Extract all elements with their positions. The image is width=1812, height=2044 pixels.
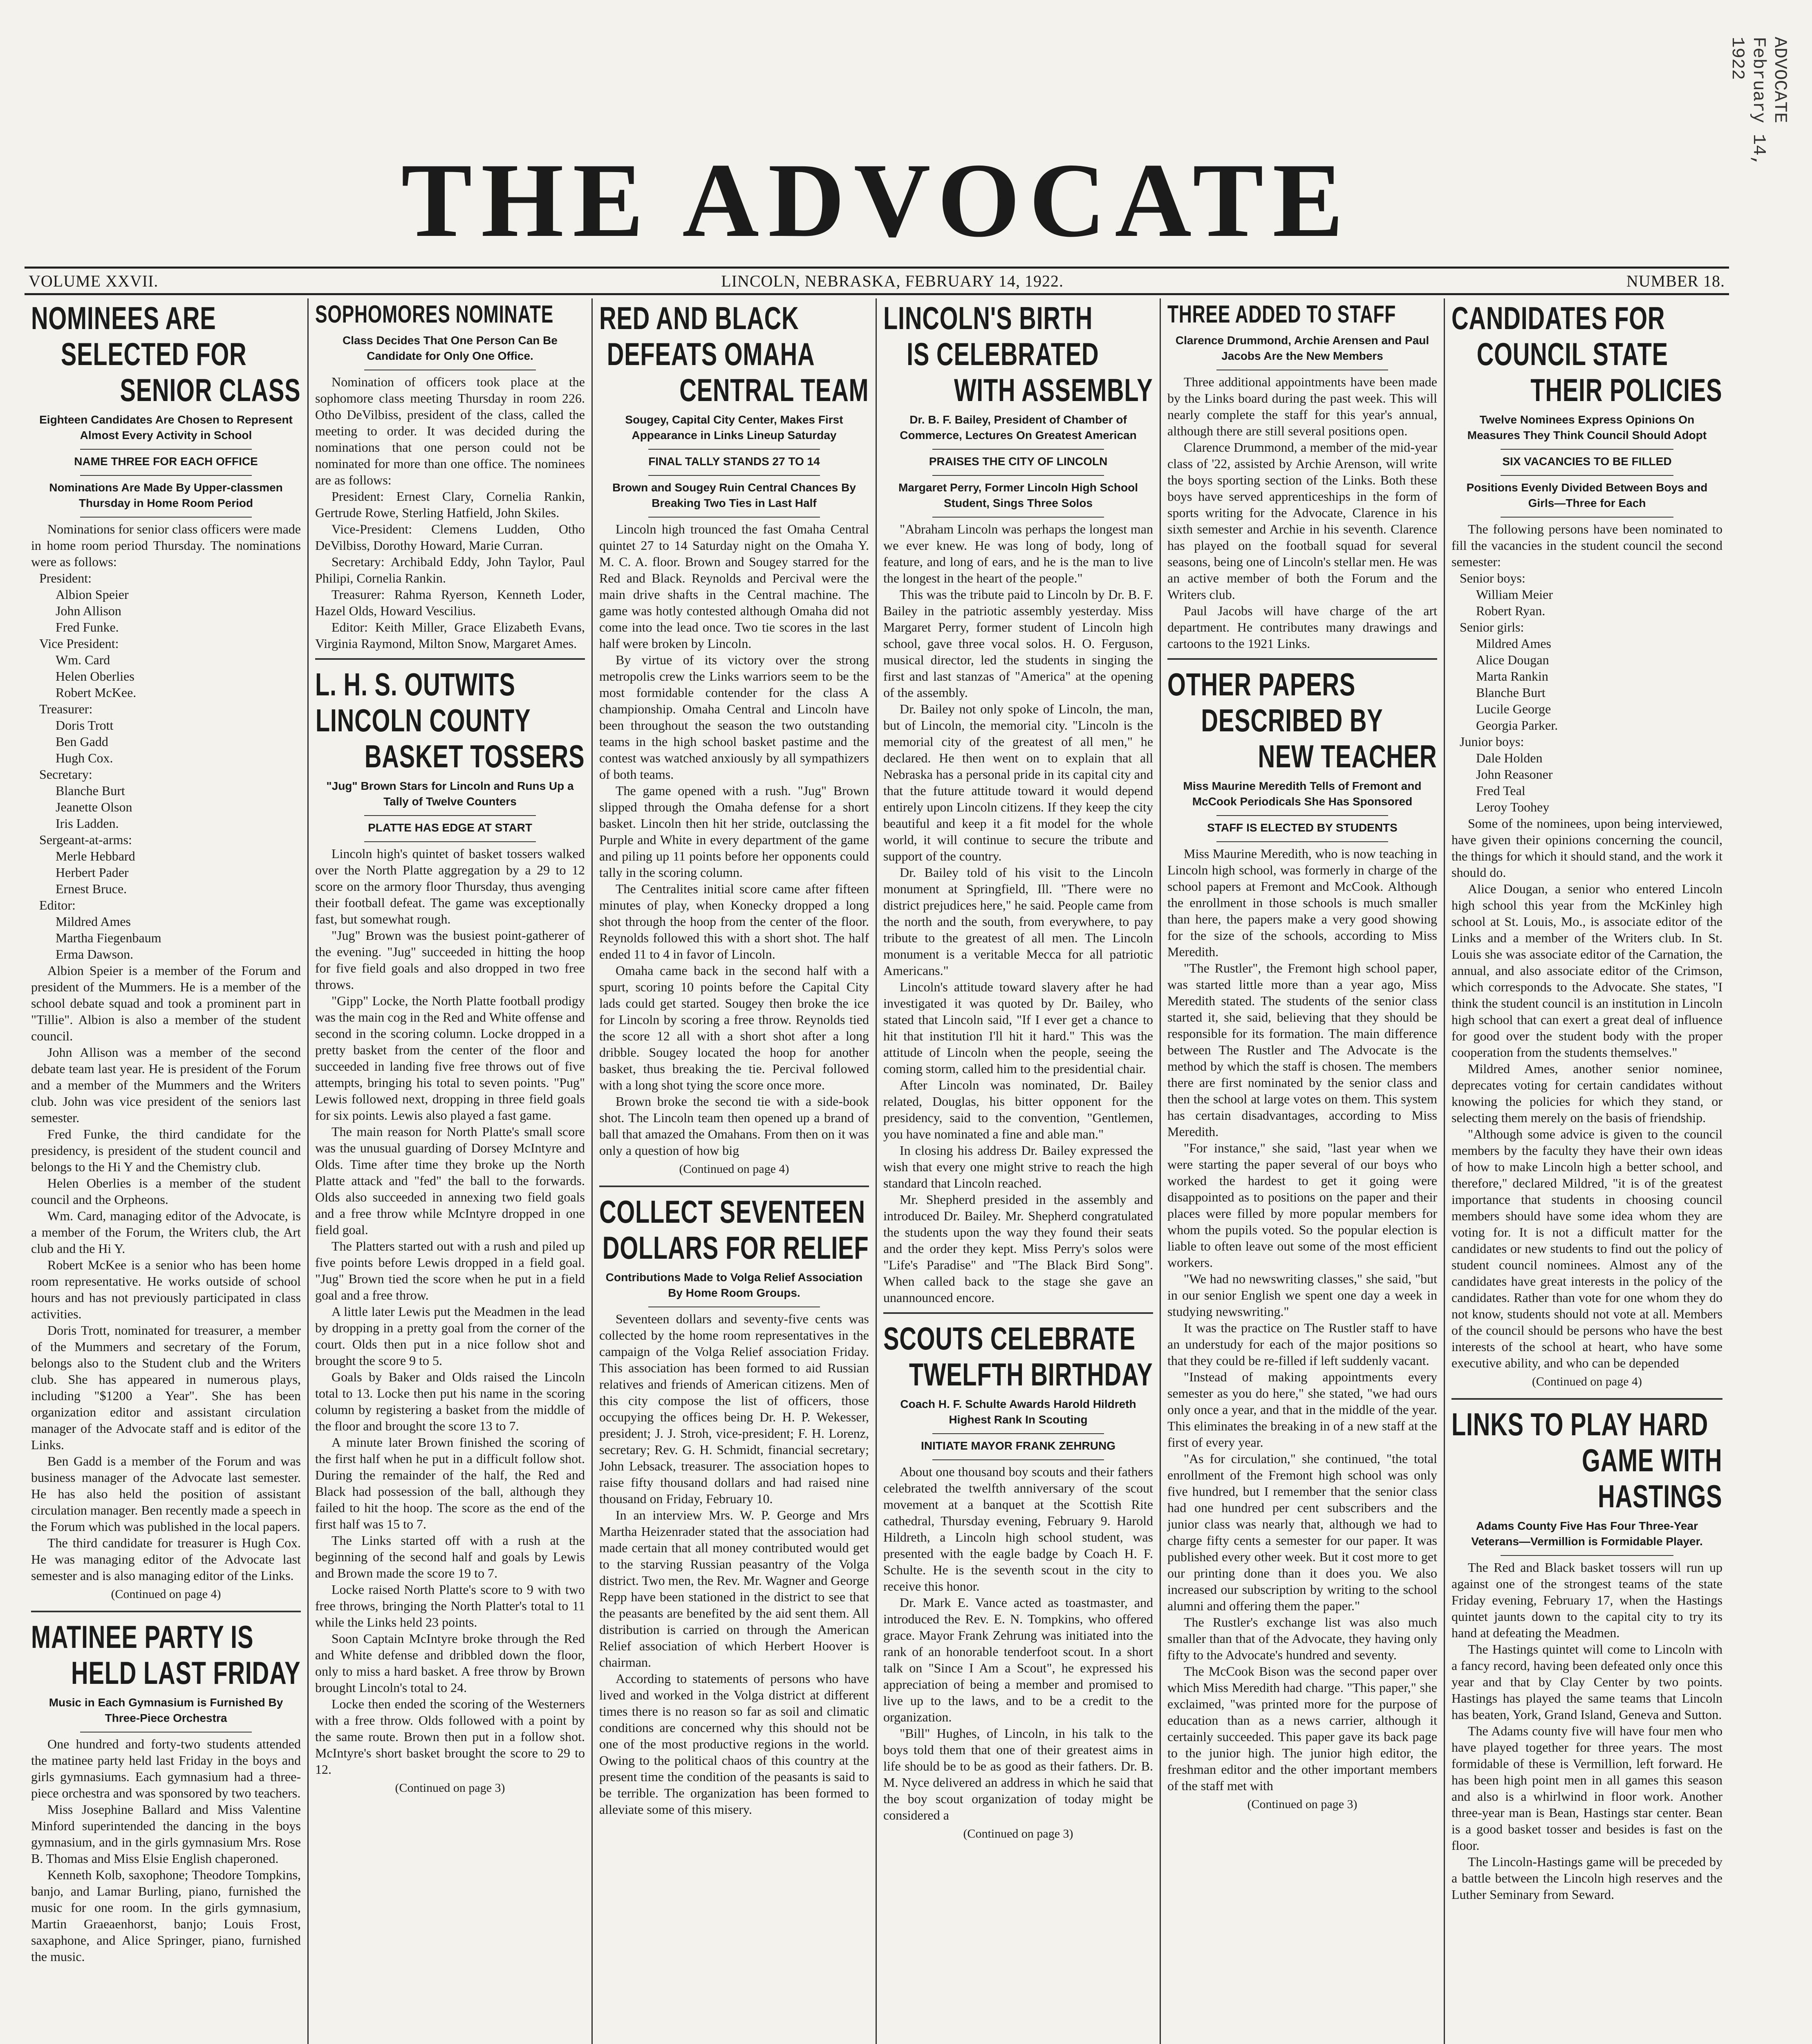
paragraph: Some of the nominees, upon being interviewed, have given their opinions concerning the council, the things for which it should stand, and the work it should do. [1451,816,1722,880]
nominee-list [39,570,301,962]
list-item: Lucile George [1476,702,1551,716]
list-item: Sergeant-at-arms: [39,832,132,847]
paragraph: The game opened with a rush. "Jug" Brown slipped through the Omaha defense for a short basket. Lincoln then hit her stride, outclassing the Purple and White in every department of the game and piling up 11 points before her opponents could tally in the scoring column. [599,783,869,880]
article-candidates-council [1451,300,1722,1390]
paragraph: The Lincoln-Hastings game will be preceded by a battle between the Lincoln high reserves and the Luther Seminary from Seward. [1451,1854,1722,1902]
subhead: Dr. B. F. Bailey, President of Chamber of Commerce, Lectures On Greatest American [900,413,1137,442]
article-other-papers [1167,666,1437,1813]
list-item: Albion Speier [56,587,129,602]
subhead: PLATTE HAS EDGE AT START [368,821,532,834]
rule [932,517,1104,518]
headline-line: THEIR POLICIES [1530,372,1722,408]
paragraph: This was the tribute paid to Lincoln by Dr. B. F. Bailey in the patriotic assembly yesterday. Miss Margaret Perry, former student of Lincoln high school, gave three vocal solos. H. O. Ferguson, musical director, led the students in singing the first and last stanzas of "America" at the opening of the assembly. [883,587,1153,700]
subhead: Margaret Perry, Former Lincoln High School Student, Sings Three Solos [898,481,1138,509]
rule [932,1459,1104,1460]
rule [1216,815,1388,816]
list-item: Leroy Toohey [1476,800,1550,814]
rule [1216,841,1388,842]
volume: VOLUME XXVII. [29,271,159,290]
paragraph: Doris Trott, nominated for treasurer, a member of the Mummers and secretary of the Forum, belongs also to the Student club and the Writers club. She has appeared in numerous plays, including "$1200 a Year". She has been organization editor and assistant circulation manager of the Advocate staff and is editor of the Links. [31,1323,301,1452]
paragraph: The third candidate for treasurer is Hugh Cox. He was managing editor of the Advocate last semester and is also managing editor of the Links. [31,1535,301,1583]
list-item: Alice Dougan [1476,652,1549,667]
paragraph: In closing his address Dr. Bailey expressed the wish that every one might strive to reach the high standard that Lincoln reached. [883,1143,1153,1190]
paragraph: The Rustler's exchange list was also much smaller than that of the Advocate, they having only fifty to the Advocate's hundred and seventy. [1167,1615,1437,1662]
list-item: Secretary: [39,767,92,782]
list-item: Wm. Card [56,652,110,667]
list-item: Fred Funke. [56,620,119,634]
paragraph: Clarence Drummond, a member of the mid-year class of '22, assisted by Archie Arenson, will write the boys sporting section of the Links. Both these boys have served apprenticeships in the form of sports writing for the Advocate, Clarence in his sixth semester and Archie in his seventh. Clarence has played on the football squad for several seasons, being one of Lincoln's stellar men. He was an active member of both the Forum and the Writers club. [1167,440,1437,602]
list-item: Georgia Parker. [1476,718,1558,733]
headline [31,1619,300,1691]
rule [932,449,1104,450]
headline-line: CENTRAL TEAM [679,372,869,408]
list-item: Senior boys: [1460,571,1525,585]
article-lhs-outwits [315,666,585,1796]
paragraph: Vice-President: Clemens Ludden, Otho DeVilbiss, Dorothy Howard, Marie Curran. [315,522,585,553]
paragraph: Paul Jacobs will have charge of the art department. He contributes many drawings and cartoons to the 1921 Links. [1167,603,1437,651]
headline-line: LINCOLN COUNTY [315,702,531,738]
headline-line: DESCRIBED BY [1201,702,1383,738]
paragraph: Nominations for senior class officers were made in home room period Thursday. The nominations were as follows: [31,522,301,569]
subhead: "Jug" Brown Stars for Lincoln and Runs Up a Tally of Twelve Counters [326,780,574,808]
continued-note: (Continued on page 3) [963,1827,1073,1840]
list-item: Blanche Burt [1476,685,1545,700]
headline [1451,1406,1722,1514]
headline [883,1320,1153,1392]
paragraph: In an interview Mrs. W. P. George and Mrs Martha Heizenrader stated that the association had made certain that all money contributed would get to the starving Russian peasantry of the Volga district. Two men, the Rev. Mr. Wagner and George Repp have been stationed in the district to see that the peasants are benefited by the aid sent them. All distribution is carried on through the American Relief association of which Herbert Hoover is chairman. [599,1508,869,1670]
continued-note: (Continued on page 4) [1532,1375,1642,1388]
headline-line: HELD LAST FRIDAY [71,1655,301,1691]
paragraph: Ben Gadd is a member of the Forum and was business manager of the Advocate last semester. He has also held the position of assistant circulation manager. Ben recently made a speech in the Forum which was published in the local papers. [31,1454,301,1534]
paragraph: A little later Lewis put the Meadmen in the lead by dropping in a pretty goal from the corner of the court. Olds then put in a nice follow shot and brought the score 9 to 5. [315,1304,585,1368]
subhead: Brown and Sougey Ruin Central Chances By Breaking Two Ties in Last Half [612,481,856,509]
paragraph: Wm. Card, managing editor of the Advocate, is a member of the Forum, the Writers club, the Art club and the Hi Y. [31,1208,301,1256]
paragraph: "Although some advice is given to the council members by the faculty they have their own ideas of how to make Lincoln high a better school, and therefore," declared Mildred, "it is of the greatest importance that students in choosing council members should have some idea whom they are voting for. It is not a difficult matter for the candidates or new students to find out the policy of student council nominees. Almost any of the candidates have great interests in the policy of the candidates. Rather than vote for one whom they do not know, students should not vote at all. Members of the council should be persons who have the best interests of the school at heart, who have some executive ability, and who can be depended [1451,1127,1722,1370]
headline-line: L. H. S. OUTWITS [315,666,515,702]
paragraph: The following persons have been nominated to fill the vacancies in the student council the second semester: [1451,522,1722,569]
stamp-line-1: ADVOCATE [1769,37,1790,123]
paragraph: It was the practice on The Rustler staff to have an understudy for each of the major positions so that they could be re-filled if left suddenly vacant. [1167,1320,1437,1368]
paragraph: The Adams county five will have four men who have played together for three years. The most formidable of these is Vermillion, left forward. He has been high point men in all games this season and also is a whirlwind in floor work. Another three-year man is Bean, Hastings star center. Bean is a good basket tosser and besides is fast on the floor. [1451,1724,1722,1853]
subhead: Sougey, Capital City Center, Makes First Appearance in Links Lineup Saturday [625,413,843,442]
headline-line: WITH ASSEMBLY [954,372,1153,408]
paragraph: President: Ernest Clary, Cornelia Rankin, Gertrude Rowe, Sterling Hatfield, John Skiles. [315,489,585,520]
paragraph: "Bill" Hughes, of Lincoln, in his talk to the boys told them that one of their greatest aims in life should be to be as good as their fathers. Dr. B. M. Nyce delivered an address in which he said that the boy scout organization of today might be considered a [883,1726,1153,1822]
paragraph: Lincoln's attitude toward slavery after he had investigated it was quoted by Dr. Bailey, who stated that Lincoln said, "If I ever get a chance to hit that institution I'll hit it hard." This was the attitude of Lincoln when the people, seeing the coming storm, called him to the presidential chair. [883,979,1153,1076]
article-divider [883,1312,1153,1314]
subhead: INITIATE MAYOR FRANK ZEHRUNG [921,1439,1115,1452]
subhead: Miss Maurine Meredith Tells of Fremont and McCook Periodicals She Has Sponsored [1183,780,1422,808]
paragraph: Three additional appointments have been made by the Links board during the past week. This will nearly complete the staff for this year's annual, although there are still several positions open. [1167,374,1437,438]
rule [364,815,536,816]
subhead: Eighteen Candidates Are Chosen to Represent Almost Every Activity in School [39,413,293,442]
headline [315,666,585,774]
paragraph: Goals by Baker and Olds raised the Lincoln total to 13. Locke then put his name in the scoring column by registering a basket from the middle of the floor and brought the score 13 to 7. [315,1369,585,1433]
dateline [25,267,1729,295]
headline-line: SELECTED FOR [60,336,247,372]
list-item: Junior boys: [1460,734,1524,749]
paragraph: The McCook Bison was the second paper over which Miss Meredith had charge. "This paper," she exclaimed, "was printed more for the purpose of education than as a news carrier, although it certainly succeeded. This paper gave its back page to the junior high. The junior high editor, the freshman editor and the other important members of the staff met with [1167,1664,1437,1793]
headline-line: BASKET TOSSERS [364,738,585,774]
list-item: Helen Oberlies [56,669,134,684]
columns [25,298,1729,2044]
paragraph: "Gipp" Locke, the North Platte football prodigy was the main cog in the Red and White offense and second in the scoring column. Locke dropped in a pretty basket from the center of the floor and succeeded in landing five free throws out of five attempts, bringing his total to seven points. "Pug" Lewis followed next, dropping in three field goals for six points. Lewis also played a fast game. [315,993,585,1123]
paragraph: About one thousand boy scouts and their fathers celebrated the twelfth anniversary of the scout movement at a banquet at the Scottish Rite cathedral, Thursday evening, February 9. Harold Hildreth, a Lincoln high school student, was presented with the eagle badge by Coach H. F. Schulte. He is the seventh scout in the city to receive this honor. [883,1464,1153,1594]
headline-line: OTHER PAPERS [1167,666,1356,702]
paragraph: Dr. Bailey told of his visit to the Lincoln monument at Springfield, Ill. "There were no district prejudices here," he said. People came from the north and the south, from everywhere, to pay tribute to the greatest of all men. The Lincoln monument is a veritable Mecca for all patriotic Americans." [883,865,1153,978]
paragraph: "Jug" Brown was the busiest point-gatherer of the evening. "Jug" succeeded in hitting the hoop for five field goals and also dropped in two free throws. [315,928,585,992]
article-scouts-celebrate [883,1320,1153,1842]
paragraph: "As for circulation," she continued, "the total enrollment of the Fremont high school was only five hundred, but I remember that the senior class had one hundred per cent subscribers and the junior class was nearly that, although we had to charge fifty cents a semester for our paper. It was published every other week. But it cost more to get our printing done than it does you. We also increased our subscription by writing to the school alumni and offering them the paper." [1167,1451,1437,1613]
paragraph: John Allison was a member of the second debate team last year. He is president of the Forum and a member of the Mummers and the Writers club. John was vice president of the seniors last semester. [31,1045,301,1125]
paragraph: Fred Funke, the third candidate for the presidency, is president of the student council and belongs to the Hi Y and the Chemistry club. [31,1127,301,1174]
paragraph: Lincoln high trounced the fast Omaha Central quintet 27 to 14 Saturday night on the Omaha Y. M. C. A. floor. Brown and Sougey starred for the Red and Black. Reynolds and Percival were the main drive shafts in the Central machine. The game was hotly contested although Omaha did not come into the lead once. Two tie scores in the last half were broken by Lincoln. [599,522,869,651]
paragraph: "Abraham Lincoln was perhaps the longest man we ever knew. He was long of body, long of feature, and long of ears, and he is the man to live the longest in the heart of the people." [883,522,1153,585]
paragraph: Mildred Ames, another senior nominee, deprecates voting for certain candidates without knowing the policies for which they stand, or selecting them merely on the basis of friendship. [1451,1061,1722,1125]
paragraph: "The Rustler", the Fremont high school paper, was started little more than a year ago, Miss Meredith stated. The students of the senior class started it, she said, believing that they should be responsible for its formation. The main difference between The Rustler and The Advocate is the method by which the staff is chosen. The members there are first nominated by the senior class and then the school at large votes on them. This system has certain disadvantages, according to Miss Meredith. [1167,961,1437,1139]
rule [648,475,820,476]
article-links-hastings [1451,1406,1722,1903]
article-three-added [1167,300,1437,652]
subhead: Class Decides That One Person Can Be Candidate for Only One Office. [343,334,558,362]
subhead: Adams County Five Has Four Three-Year Veterans—Vermillion is Formidable Player. [1471,1520,1703,1548]
paragraph: "For instance," she said, "last year when we were starting the paper several of our boys who worked the hardest to get it going were disappointed as to positions on the paper and their places were filled by more popular members for whom the pupils voted. So the popular election is liable to often leave out some of the most efficient workers. [1167,1141,1437,1270]
headline [883,300,1153,408]
paragraph: Mr. Shepherd presided in the assembly and introduced Dr. Bailey. Mr. Shepherd congratulated the students upon the way they found their seats and the order they kept. Miss Perry's solos were "Life's Paradise" and "The Black Bird Song". When called back to the stage she gave an unannounced encore. [883,1192,1153,1305]
paragraph: Robert McKee is a senior who has been home room representative. He works outside of school hours and has not previously participated in class activities. [31,1257,301,1321]
headline [1451,300,1722,408]
rule [1501,517,1673,518]
headline-line: COLLECT SEVENTEEN [599,1194,865,1230]
list-item: Merle Hebbard [56,849,135,863]
headline-line: DOLLARS FOR RELIEF [602,1230,869,1266]
list-item: Robert Ryan. [1476,603,1545,618]
list-item: Hugh Cox. [56,751,113,765]
headline-line: MATINEE PARTY IS [31,1619,254,1655]
paragraph: The Hastings quintet will come to Lincoln with a fancy record, having been defeated only once this year and that by Clay Center by two points. Hastings has played the same teams that Lincoln has beaten, York, Grand Island, Geneva and Sutton. [1451,1642,1722,1722]
list-item: Jeanette Olson [56,800,132,814]
headline-line: TWELFTH BIRTHDAY [909,1356,1153,1392]
article-collect-seventeen [599,1194,869,1818]
paragraph: Seventeen dollars and seventy-five cents was collected by the home room representatives in the campaign of the Volga Relief association Friday. This association has been formed to aid Russian relatives and friends of American citizens. Men of this city compose the list of officers, those occupying the offices being Dr. H. P. Wekesser, president; J. J. Stroh, vice-president; F. H. Lorenz, secretary; Rev. G. H. Schmidt, financial secretary; John Lebsack, treasurer. The association hopes to raise fifty thousand dollars and had raised nine thousand on Friday, February 10. [599,1311,869,1506]
headline [599,300,869,408]
paragraph: The Red and Black basket tossers will run up against one of the strongest teams of the state Friday evening, February 17, when the Hastings quintet jaunts down to the capital city to try its hand at defeating the Meadmen. [1451,1560,1722,1640]
article-lincolns-birth [883,300,1153,1306]
subhead: SIX VACANCIES TO BE FILLED [1502,455,1672,468]
headline-line: SENIOR CLASS [120,372,301,408]
paragraph: Dr. Bailey not only spoke of Lincoln, the man, but of Lincoln, the memorial city. "Lincoln is the memorial city of the greatest of all men," he declared. He then went on to explain that all Nebraska has a personal pride in its capital city and that the future attitude toward it would depend entirely upon Lincoln citizens. If they keep the city beautiful and keep it a fit model for the whole world, it will continue to secure the tribute and support of the country. [883,702,1153,863]
subhead: Twelve Nominees Express Opinions On Measures They Think Council Should Adopt [1467,413,1707,442]
rule [648,449,820,450]
subhead: Nominations Are Made By Upper-classmen Thursday in Home Room Period [49,481,283,509]
headline-line: SCOUTS CELEBRATE [883,1320,1136,1356]
headline-line: IS CELEBRATED [907,336,1099,372]
paragraph: "We had no newswriting classes," she said, "but in our senior English we spent one day a week in studying newswriting." [1167,1271,1437,1319]
paragraph: Kenneth Kolb, saxophone; Theodore Tompkins, banjo, and Lamar Burling, piano, furnished the music for one room. In the girls gymnasium, Martin Graeaenhorst, banjo; Louis Frost, saxaphone, and Alice Springer, piano, furnished the music. [31,1867,301,1964]
list-item: Ben Gadd [56,734,108,749]
subhead: PRAISES THE CITY OF LINCOLN [929,455,1108,468]
list-item: John Reasoner [1476,767,1553,782]
article-matinee-party [31,1619,301,1965]
list-item: Robert McKee. [56,685,137,700]
article-divider [1451,1398,1722,1400]
stamp-line-2: February 14, 1922 [1727,37,1769,166]
subhead: NAME THREE FOR EACH OFFICE [74,455,258,468]
continued-note: (Continued on page 4) [111,1587,221,1601]
rule [80,475,252,476]
paragraph: Editor: Keith Miller, Grace Elizabeth Evans, Virginia Raymond, Milton Snow, Margaret Ames. [315,620,585,651]
masthead: THE ADVOCATE [401,141,1353,259]
place-date: LINCOLN, NEBRASKA, FEBRUARY 14, 1922. [721,271,1064,290]
paragraph: The main reason for North Platte's small score was the unusual guarding of Dorsey McIntyre and Olds. Time after time they broke up the North Platte attack and "fed" the ball to the forwards. Olds also succeeded in annexing two field goals and a free throw while McIntyre dropped in one field goal. [315,1124,585,1237]
paragraph: Dr. Mark E. Vance acted as toastmaster, and introduced the Rev. E. N. Tompkins, who offered grace. Mayor Frank Zehrung was initiated into the rank of an honorable tenderfoot scout. In a short talk on "Since I Am a Scout", he expressed his appreciation of being a member and promised to live up to the laws, and to be a credit to the organization. [883,1595,1153,1724]
continued-note: (Continued on page 4) [679,1162,789,1176]
issue-number: NUMBER 18. [1626,271,1725,290]
subhead: Contributions Made to Volga Relief Association By Home Room Groups. [605,1271,863,1299]
continued-note: (Continued on page 3) [395,1781,505,1795]
subhead: FINAL TALLY STANDS 27 TO 14 [648,455,820,468]
headline-line: LINKS TO PLAY HARD [1451,1406,1709,1442]
list-item: Mildred Ames [1476,636,1551,651]
paragraph: According to statements of persons who have lived and worked in the Volga district at different times there is no reason so far as soil and climatic conditions are concerned why this should not be one of the most productive regions in the world. Owing to the political chaos of this country at the present time the condition of the peasants is said to be terrible. The organization has been formed to alleviate some of this misery. [599,1671,869,1817]
list-item: Vice President: [39,636,119,651]
rule [1501,1555,1673,1556]
rule [932,1433,1104,1434]
list-item: Senior girls: [1460,620,1524,634]
paragraph: One hundred and forty-two students attended the matinee party held last Friday in the boys and girls gymnasiums. Each gymnasium had a three-piece orchestra and was sponsored by two teachers. [31,1737,301,1800]
headline-line: SOPHOMORES NOMINATE [315,300,554,328]
rule [932,475,1104,476]
subhead: Positions Evenly Divided Between Boys and Girls—Three for Each [1466,481,1708,509]
paragraph: Brown broke the second tie with a side-book shot. The Lincoln team then opened up a brand of ball that amazed the Omahans. From then on it was only a question of how big [599,1094,869,1158]
rule [1501,449,1673,450]
column-3 [593,298,877,2044]
paragraph: Lincoln high's quintet of basket tossers walked over the North Platte aggregation by a 29 to 12 score on the armory floor Thursday, thus avenging their football defeat. The game was exceptionally fast, but somewhat rough. [315,846,585,926]
headline-line: LINCOLN'S BIRTH [883,300,1093,336]
headline [31,300,300,408]
rule [648,517,820,518]
paragraph: Miss Josephine Ballard and Miss Valentine Minford superintended the dancing in the boys gymnasium, and in the girls gymnasium Mrs. Rose B. Thomas and Miss Elsie English chaperoned. [31,1802,301,1866]
article-divider [31,1611,301,1612]
list-item: Martha Fiegenbaum [56,930,161,945]
paragraph: Alice Dougan, a senior who entered Lincoln high school this year from the McKinley high school at St. Louis, Mo., is associate editor of the Links and a member of the Writers club. In St. Louis she was associate editor of the Carnation, the annual, and also associate editor of the Crimson, which corresponds to the Advocate. She states, "I think the student council is an institution in Lincoln high school that can exert a great deal of influence for good over the student body with the proper cooperation from the students themselves." [1451,881,1722,1060]
column-6 [1445,298,1729,2044]
list-item: John Allison [56,603,121,618]
headline [1167,300,1437,329]
paragraph: Albion Speier is a member of the Forum and president of the Mummers. He is a member of the school debate squad and took a prominent part in "Tillie". Albion is also a member of the student council. [31,963,301,1043]
list-item: Dale Holden [1476,751,1543,765]
column-5 [1161,298,1445,2044]
list-item: Ernest Bruce. [56,881,127,896]
subhead: STAFF IS ELECTED BY STUDENTS [1207,821,1398,834]
paragraph: The Platters started out with a rush and piled up five points before Lewis dropped in a field goal. "Jug" Brown tied the score when he put in a field goal and a free throw. [315,1239,585,1302]
article-divider [1167,658,1437,660]
paragraph: Locke raised North Platte's score to 9 with two free throws, bringing the North Platter's total to 11 while the Links held 23 points. [315,1582,585,1629]
headline [599,1194,869,1266]
newspaper-page [25,16,1729,2044]
list-item: Herbert Pader [56,865,129,880]
paragraph: Helen Oberlies is a member of the student council and the Orpheons. [31,1176,301,1207]
paragraph: Omaha came back in the second half with a spurt, scoring 10 points before the Capital City lads could get started. Sougey then broke the ice for Lincoln by scoring a free throw. Reynolds tied the score 12 all with a short shot after a long dribble. Sougey located the hoop for another basket, thus breaking the tie. Percival followed with a long shot tying the score once more. [599,963,869,1092]
rule [1501,475,1673,476]
rule [80,517,252,518]
rule [364,841,536,842]
rule [80,449,252,450]
headline-line: NEW TEACHER [1258,738,1437,774]
article-senior-nominees [31,300,301,1602]
paragraph: "Instead of making appointments every semester as you do here," she stated, "we had ours only once a year, and that in the middle of the year. This eliminates the breaking in of a new staff at the first of every year. [1167,1369,1437,1450]
paragraph: Locke then ended the scoring of the Westerners with a free throw. Olds followed with a point by the same route. Brown then put in a follow shot. McIntyre's short basket brought the score to 29 to 12. [315,1697,585,1777]
article-sophomores-nominate [315,300,585,652]
list-item: William Meier [1476,587,1553,602]
headline-line: THREE ADDED TO STAFF [1167,300,1396,328]
list-item: Treasurer: [39,702,93,716]
subhead: Clarence Drummond, Archie Arensen and Paul Jacobs Are the New Members [1175,334,1429,362]
paragraph: Soon Captain McIntyre broke through the Red and White defense and dribbled down the floor, only to miss a hard basket. A free throw by Brown brought Lincoln's total to 24. [315,1631,585,1695]
subhead: Music in Each Gymnasium is Furnished By Three-Piece Orchestra [49,1696,283,1724]
headline-line: DEFEATS OMAHA [607,336,815,372]
list-item: Iris Ladden. [56,816,119,831]
paragraph: After Lincoln was nominated, Dr. Bailey related, Douglas, his bitter opponent for the presidency, said to the convention, "Gentlemen, you have nominated a fine and able man." [883,1078,1153,1141]
article-divider [315,658,585,660]
list-item: Erma Dawson. [56,947,134,961]
paragraph: Miss Maurine Meredith, who is now teaching in Lincoln high school, was formerly in charge of the school papers at Fremont and McCook. Although the enrollment in those schools is much smaller than here, the papers make a very good showing for the size of the schools, according to Miss Meredith. [1167,846,1437,959]
nominee-list [1460,570,1722,815]
column-4 [877,298,1161,2044]
article-red-and-black [599,300,869,1177]
headline-line: CANDIDATES FOR [1451,300,1665,336]
article-divider [599,1186,869,1187]
paragraph: Treasurer: Rahma Ryerson, Kenneth Loder, Hazel Olds, Howard Vescilius. [315,587,585,618]
subhead: Coach H. F. Schulte Awards Harold Hildreth Highest Rank In Scouting [900,1398,1136,1426]
headline [315,300,585,329]
list-item: Marta Rankin [1476,669,1548,684]
continued-note: (Continued on page 3) [1247,1797,1357,1811]
column-2 [309,298,593,2044]
paragraph: Secretary: Archibald Eddy, John Taylor, Paul Philipi, Cornelia Rankin. [315,554,585,585]
paragraph: By virtue of its victory over the strong metropolis crew the Links warriors seem to be the most formidable contender for the class A championship. Omaha Central and Lincoln have been throughout the season the two outstanding teams in the high school basket pastime and the contest was watched anxiously by all sympathizers of both teams. [599,652,869,782]
list-item: Doris Trott [56,718,114,733]
archive-stamp [1727,37,1790,208]
headline [1167,666,1437,774]
list-item: Editor: [39,898,76,912]
list-item: Fred Teal [1476,783,1525,798]
paragraph: A minute later Brown finished the scoring of the first half when he put in a difficult follow shot. During the remainder of the half, the Red and Black had possession of the ball, although they failed to hit the hoop. The score as the end of the first half was 15 to 7. [315,1435,585,1531]
headline-line: RED AND BLACK [599,300,799,336]
paragraph: The Links started off with a rush at the beginning of the second half and goals by Lewis and Brown made the score 19 to 7. [315,1533,585,1580]
headline-line: COUNCIL STATE [1476,336,1668,372]
paragraph: The Centralites initial score came after fifteen minutes of play, when Konecky dropped a long shot through the hoop from the center of the floor. Reynolds followed this with a short shot. The half ended 11 to 4 in favor of Lincoln. [599,881,869,961]
column-1 [25,298,309,2044]
list-item: Blanche Burt [56,783,125,798]
headline-line: GAME WITH HASTINGS [1582,1442,1722,1514]
list-item: President: [39,571,92,585]
list-item: Mildred Ames [56,914,131,929]
headline-line: NOMINEES ARE [31,300,216,336]
paragraph: Nomination of officers took place at the sophomore class meeting Thursday in room 226. Otho DeVilbiss, president of the class, called the meeting to order. It was decided during the nominations that one person could not be nominated for more than one office. The nominees are as follows: [315,374,585,487]
